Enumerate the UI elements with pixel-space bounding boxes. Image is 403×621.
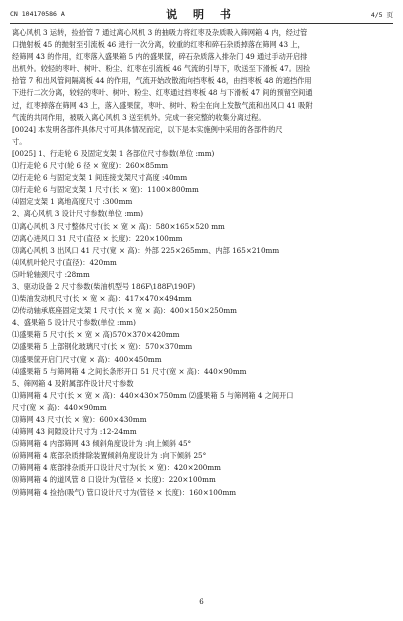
text-line: ⑶盛果筐开启门尺寸(宽 × 高)：400×450mm (12, 354, 162, 364)
text-line: ⑶离心风机 3 出风口 41 尺寸(宽 × 高)：外部 225×265mm、内部 165×210mm (12, 245, 280, 255)
text-line: ⑷固定支架 1 离地高度尺寸 :300mm (12, 197, 133, 207)
doc-title: 说 明 书 (166, 8, 237, 21)
text-line: ⑶行走轮 6 与固定支架 1 尺寸(长 × 宽)：1100×800mm (12, 185, 199, 195)
text-line: 3、驱动设备 2 尺寸参数(柴油机型号 186F\188F\190F) (12, 281, 196, 291)
text-line: ⑸筛网箱 4 内部筛网 43 倾斜角度设计为 :向上倾斜 45° (12, 439, 192, 449)
text-line: ⑹筛网箱 4 底部杂质排除装置倾斜角度设计为 :向下倾斜 25° (12, 451, 207, 461)
doc-number: CN 104170586 A (10, 10, 65, 18)
text-line: [0024] 本发明各部件具体尺寸可具体情况而定，以下是本实施例中采用的各部件的尺 (12, 124, 283, 134)
text-line: 过，红枣掉落在筛网 43 上，落入盛果筐，枣叶、树叶、粉尘在向上发散气流和出风口 41 吸附 (12, 100, 313, 110)
text-line: 离心风机 3 运转，捡拾管 7 通过离心风机 3 的抽吸力将红枣及杂质吸入筛网箱 4 内，经过管 (12, 28, 308, 37)
page-header (10, 4, 393, 22)
text-line: ⑵行走轮 6 与固定支架 1 间连接支架尺寸高度 :40mm (12, 173, 188, 183)
text-line: ⑼筛网箱 4 捡拾(吸气) 管口设计尺寸为(管径 × 长度)：160×100mm (12, 487, 237, 497)
text-line: [0025] 1、行走轮 6 及固定支架 1 各部位尺寸参数(单位 :mm) (12, 148, 215, 158)
text-line: 寸。 (12, 136, 27, 146)
text-line: ⑴离心风机 3 尺寸整体尺寸(长 × 宽 × 高)：580×165×520 mm (12, 221, 225, 231)
page-number: 6 (199, 598, 204, 606)
text-line: ⑺筛网箱 4 底部排杂质开口设计尺寸为(长 × 宽)：420×200mm (12, 463, 221, 473)
text-line: ⑵离心进风口 31 尺寸(直径 × 长度)：220×100mm (12, 233, 183, 243)
text-line: ⑻筛网箱 4 的道风管 8 口设计为(管径 × 长度)：220×100mm (12, 475, 216, 485)
text-line: ⑷筛网 43 间隙设计尺寸为 :12-24mm (12, 427, 137, 437)
text-line: ⑵传动轴承底座固定支架 1 尺寸(长 × 宽 × 高)：400×150×250mm (12, 306, 237, 316)
text-line: ⑸叶轮轴颈尺寸 :28mm (12, 269, 90, 279)
header-rule (10, 23, 393, 24)
body-text (12, 27, 392, 499)
text-line: 下进行二次分离，较轻的枣叶、树叶、粉尘、红枣通过挡枣板 48 与下滑板 47 间的预留空间通 (12, 88, 313, 98)
text-line: ⑵盛果箱 5 上部钢化玻璃尺寸(长 × 宽)：570×370mm (12, 342, 193, 352)
text-line: ⑷风机叶轮尺寸(直径)：420mm (12, 257, 117, 267)
text-line: 口抛射板 45 的抛射至引流板 46 进行一次分离，较重的红枣和碎石杂质掉落在筛网 43 上， (12, 40, 305, 50)
text-line: 气流的共同作用，被吸入离心风机 3 送至机外。完成一套完整的收集分离过程。 (12, 112, 266, 122)
text-line: 2、离心风机 3 设计尺寸参数(单位 :mm) (12, 209, 144, 219)
text-line: ⑴盛果箱 5 尺寸(长 × 宽 × 高)570×370×420mm (12, 330, 180, 340)
text-line: 经筛网 43 的作用，红枣落入盛果箱 5 内的盛果筐，碎石杂质落入排杂门 49 通过手动开启排 (12, 52, 308, 62)
text-line: ⑶筛网 43 尺寸(长 × 宽)：600×430mm (12, 415, 147, 424)
text-line: ⑷盛果箱 5 与筛网箱 4 之间长条形开口 51 尺寸(宽 × 高)：440×90mm (12, 366, 247, 376)
page-fraction: 4/5 页 (370, 11, 393, 19)
text-line: ⑴柴油发动机尺寸(长 × 宽 × 高)：417×470×494mm (12, 294, 192, 304)
text-line: 4、盛果箱 5 设计尺寸参数(单位 :mm) (12, 318, 136, 328)
text-line: 尺寸(宽 × 高)：440×90mm (12, 402, 107, 412)
text-line: 拾管 7 和出风管间隔离板 44 的作用，气流开始改散流向挡枣板 48，由挡枣板 48 的遮挡作用 (12, 76, 312, 86)
text-line: 5、筛网箱 4 及附属部件设计尺寸参数 (12, 378, 134, 388)
text-line: ⑴筛网箱 4 尺寸(长 × 宽 × 高)：440×430×750mm ⑵盛果箱 5 与筛网箱 4 之间开口 (12, 390, 294, 400)
text-line: 出机外。较轻的枣叶、树叶、粉尘、红枣在引流板 46 气流的引导下，吹送至下滑板 47。因捡 (12, 64, 311, 74)
text-line: ⑴行走轮 6 尺寸(轮 6 径 × 宽度)：260×85mm (12, 161, 169, 171)
